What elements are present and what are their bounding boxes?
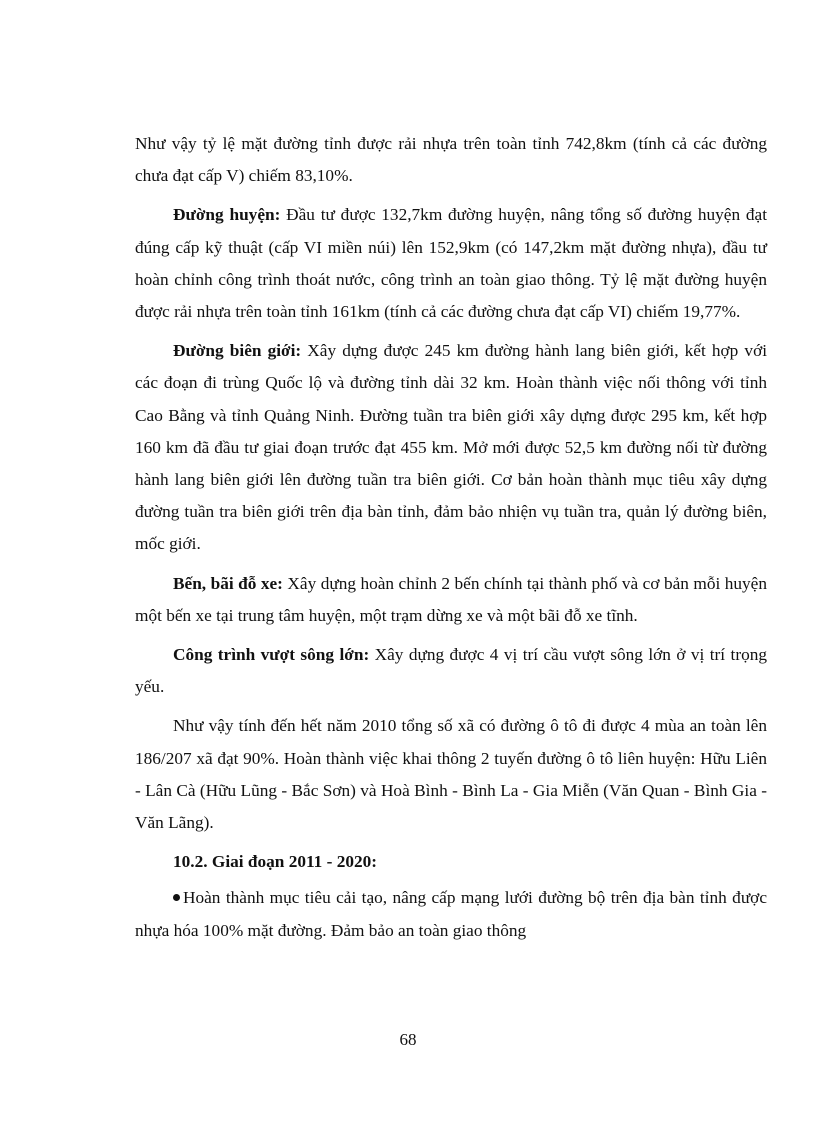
paragraph-lead-river-crossings: Công trình vượt sông lớn:	[173, 645, 370, 665]
paragraph-river-crossings	[135, 639, 767, 703]
bullet-icon	[173, 894, 180, 901]
paragraph-text: Đầu tư được 132,7km đường huyện, nâng tổng số đường huyện đạt đúng cấp kỹ thuật (cấp VI miền núi) lên 152,9km (có 147,2km mặt đường nhựa), đầu tư hoàn chỉnh công trình thoát nước, công trình an toàn giao thông. Tỷ lệ mặt đường huyện được rải nhựa trên toàn tỉnh 161km (tính cả các đường chưa đạt cấp VI) chiếm 19,77%.	[135, 205, 767, 322]
paragraph-text: Xây dựng được 245 km đường hành lang biên giới, kết hợp với các đoạn đi trùng Quốc lộ và đường tỉnh dài 32 km. Hoàn thành việc nối thông với tỉnh Cao Bằng và tỉnh Quảng Ninh. Đường tuần tra biên giới xây dựng được 295 km, kết hợp 160 km đã đầu tư giai đoạn trước đạt 455 km. Mở mới được 52,5 km đường nối từ đường hành lang biên giới lên đường tuần tra biên giới. Cơ bản hoàn thành mục tiêu xây dựng đường tuần tra biên giới trên địa bàn tỉnh, đảm bảo nhiện vụ tuần tra, quản lý đường biên, mốc giới.	[135, 341, 768, 554]
paragraph-bus-stations	[135, 568, 767, 632]
paragraph-district-roads	[135, 199, 767, 328]
paragraph-border-roads	[135, 335, 767, 560]
paragraph-lead-district-roads: Đường huyện:	[173, 205, 281, 225]
paragraph-text: Hoàn thành mục tiêu cải tạo, nâng cấp mạng lưới đường bộ trên địa bàn tỉnh được nhựa hóa 100% mặt đường. Đảm bảo an toàn giao thông	[135, 888, 767, 940]
bullet-item	[135, 882, 767, 946]
paragraph-provincial-road-summary	[135, 128, 767, 192]
page-number: 68	[399, 1030, 417, 1049]
section-heading-2011-2020: 10.2. Giai đoạn 2011 - 2020:	[173, 852, 378, 872]
paragraph-lead-bus-stations: Bến, bãi đỗ xe:	[173, 573, 283, 593]
paragraph-lead-border-roads: Đường biên giới:	[173, 341, 302, 361]
paragraph-text: Như vậy tính đến hết năm 2010 tổng số xã có đường ô tô đi được 4 mùa an toàn lên 186/207 xã đạt 90%. Hoàn thành việc khai thông 2 tuyến đường ô tô liên huyện: Hữu Liên - Lân Cà (Hữu Lũng - Bắc Sơn) và Hoà Bình - Bình La - Gia Miễn (Văn Quan - Bình Gia - Văn Lãng).	[135, 716, 767, 833]
paragraph-commune-roads-summary	[135, 710, 767, 839]
paragraph-text: Xây dựng hoàn chỉnh 2 bến chính tại thành phố và cơ bản mỗi huyện một bến xe tại trung tâm huyện, một trạm dừng xe và một bãi đỗ xe tĩnh.	[135, 573, 767, 625]
document-page	[135, 128, 767, 954]
paragraph-text: Như vậy tỷ lệ mặt đường tỉnh được rải nhựa trên toàn tỉnh 742,8km (tính cả các đường chưa đạt cấp V) chiếm 83,10%.	[135, 134, 767, 186]
paragraph-text: Xây dựng được 4 vị trí cầu vượt sông lớn ở vị trí trọng yếu.	[135, 645, 768, 697]
